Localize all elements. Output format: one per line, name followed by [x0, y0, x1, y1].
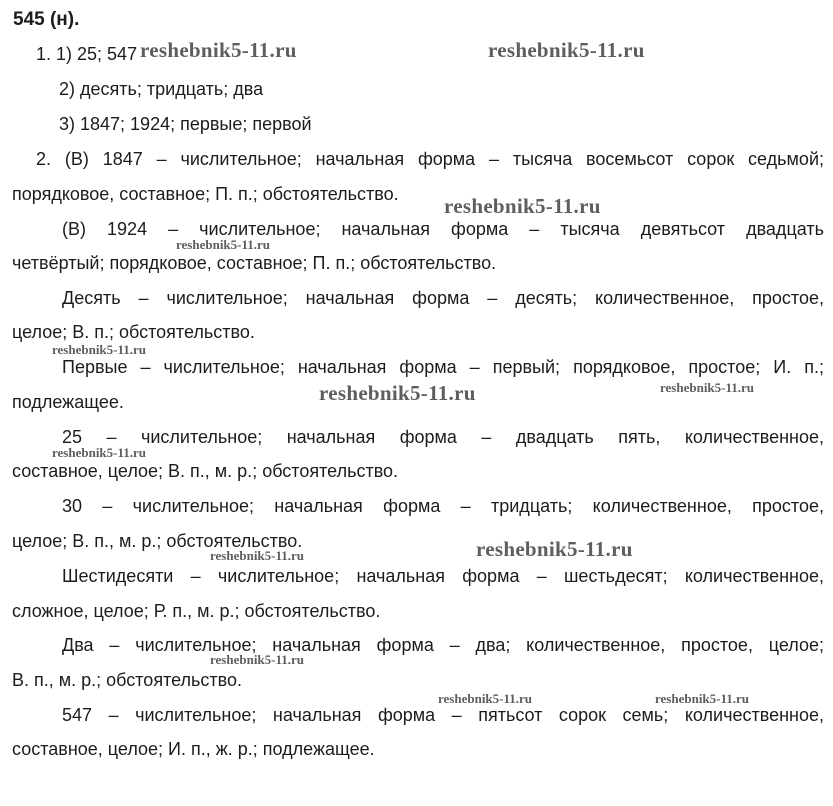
watermark: reshebnik5-11.ru — [488, 38, 645, 62]
analysis-line-18: составное, целое; И. п., ж. р.; подлежащее. — [12, 739, 375, 759]
watermark: reshebnik5-11.ru — [444, 194, 601, 218]
watermark: reshebnik5-11.ru — [140, 38, 297, 62]
analysis-line-7: Первые – числительное; начальная форма – первый; порядковое, простое; И. п.; — [62, 357, 824, 377]
analysis-line-16: В. п., м. р.; обстоятельство. — [12, 670, 243, 690]
watermark: reshebnik5-11.ru — [319, 381, 476, 405]
watermark: reshebnik5-11.ru — [438, 691, 533, 706]
watermark: reshebnik5-11.ru — [476, 537, 633, 561]
analysis-line-4: четвёртый; порядковое, составное; П. п.; обстоятельство. — [12, 253, 497, 273]
watermark: reshebnik5-11.ru — [176, 237, 271, 252]
analysis-line-11: 30 – числительное; начальная форма – тридцать; количественное, простое, — [62, 496, 824, 516]
answer-line-2: 2) десять; тридцать; два — [59, 79, 264, 99]
analysis-line-17: 547 – числительное; начальная форма – пятьсот сорок семь; количественное, — [62, 705, 824, 725]
analysis-line-12: целое; В. п., м. р.; обстоятельство. — [12, 531, 303, 551]
analysis-line-15: Два – числительное; начальная форма – два; количественное, простое, целое; — [62, 635, 824, 655]
analysis-line-13: Шестидесяти – числительное; начальная форма – шестьдесят; количественное, — [62, 566, 824, 586]
answer-line-3: 3) 1847; 1924; первые; первой — [59, 114, 312, 134]
watermark: reshebnik5-11.ru — [655, 691, 750, 706]
watermark: reshebnik5-11.ru — [660, 380, 755, 395]
watermark: reshebnik5-11.ru — [210, 548, 305, 563]
analysis-line-9: 25 – числительное; начальная форма – двадцать пять, количественное, — [62, 427, 824, 447]
watermark: reshebnik5-11.ru — [210, 652, 305, 667]
analysis-line-3: (В) 1924 – числительное; начальная форма – тысяча девятьсот двадцать — [62, 219, 824, 239]
watermark: reshebnik5-11.ru — [52, 445, 147, 460]
analysis-line-8: подлежащее. — [12, 392, 124, 412]
analysis-line-14: сложное, целое; Р. п., м. р.; обстоятельство. — [12, 601, 381, 621]
analysis-line-6: целое; В. п.; обстоятельство. — [12, 322, 255, 342]
analysis-line-5: Десять – числительное; начальная форма – десять; количественное, простое, — [62, 288, 824, 308]
answer-line-1: 1. 1) 25; 547 — [36, 44, 138, 64]
analysis-line-1: 2. (В) 1847 – числительное; начальная форма – тысяча восемьсот сорок седьмой; — [36, 149, 824, 169]
watermark: reshebnik5-11.ru — [52, 342, 147, 357]
analysis-line-10: составное, целое; В. п., м. р.; обстоятельство. — [12, 461, 399, 481]
exercise-number: 545 (н). — [13, 9, 80, 30]
analysis-line-2: порядковое, составное; П. п.; обстоятельство. — [12, 184, 399, 204]
